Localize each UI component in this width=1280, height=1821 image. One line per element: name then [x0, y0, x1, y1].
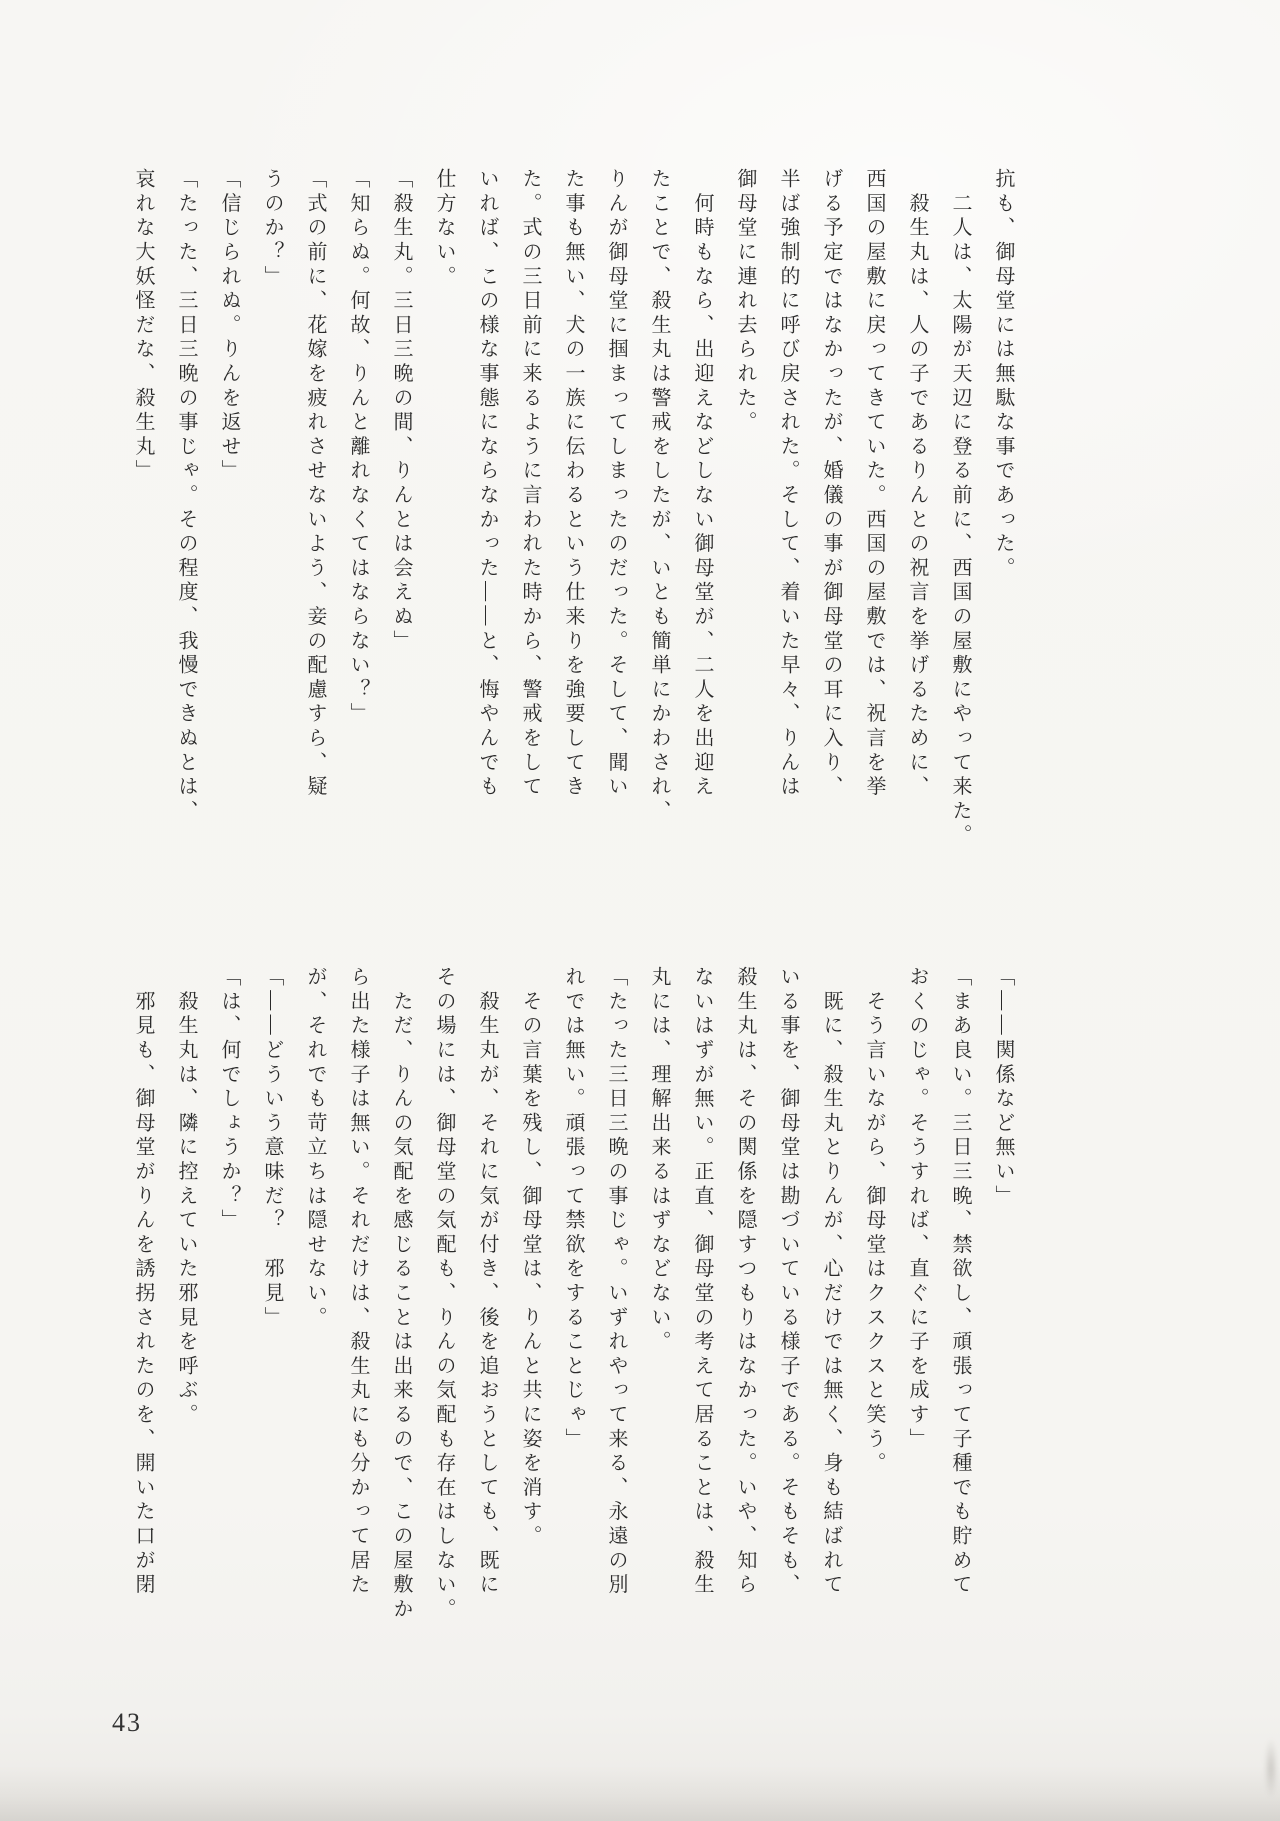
text-column: ないはずが無い。正直、御母堂の考えて居ることは、殺生 — [691, 966, 713, 1598]
text-column: 「知らぬ。何故、りんと離れなくてはならない？」 — [347, 168, 369, 727]
text-column: おくのじゃ。そうすれば、直ぐに子を成す」 — [906, 966, 928, 1452]
text-column: ら出た様子は無い。それだけは、殺生丸にも分かって居た — [347, 966, 369, 1598]
text-column: 「式の前に、花嫁を疲れさせないよう、妾の配慮すら、疑 — [304, 168, 326, 800]
text-column: 「——どういう意味だ？ 邪見」 — [261, 966, 283, 1331]
text-column: 殺生丸は、隣に控えていた邪見を呼ぶ。 — [175, 966, 197, 1428]
text-column: いれば、この様な事態にならなかった——と、悔やんでも — [476, 168, 498, 800]
text-column: 何時もなら、出迎えなどしない御母堂が、二人を出迎え — [691, 168, 713, 800]
text-column: 邪見も、御母堂がりんを誘拐されたのを、開いた口が閉 — [132, 966, 154, 1598]
text-column: 「たった、三日三晩の事じゃ。その程度、我慢できぬとは、 — [175, 168, 197, 825]
text-column: 丸には、理解出来るはずなどない。 — [648, 966, 670, 1355]
scan-edge-smudge — [1262, 1728, 1280, 1808]
scan-shadow-band — [0, 1766, 1280, 1821]
text-column: げる予定ではなかったが、婚儀の事が御母堂の耳に入り、 — [820, 168, 842, 800]
top-text-block — [121, 168, 1024, 874]
text-column: 「は、何でしょうか？」 — [218, 966, 240, 1234]
text-column: 殺生丸は、その関係を隠すつもりはなかった。いや、知ら — [734, 966, 756, 1598]
text-column: その言葉を残し、御母堂は、りんと共に姿を消す。 — [519, 966, 541, 1550]
text-column: 哀れな大妖怪だな、殺生丸」 — [132, 168, 154, 484]
text-column: たことで、殺生丸は警戒をしたが、いとも簡単にかわされ、 — [648, 168, 670, 825]
text-column: その場には、御母堂の気配も、りんの気配も存在はしない。 — [433, 966, 455, 1623]
text-column: 既に、殺生丸とりんが、心だけでは無く、身も結ばれて — [820, 966, 842, 1598]
text-column: 二人は、太陽が天辺に登る前に、西国の屋敷にやって来た。 — [949, 168, 971, 849]
text-column: 殺生丸が、それに気が付き、後を追おうとしても、既に — [476, 966, 498, 1598]
text-column: 半ば強制的に呼び戻された。そして、着いた早々、りんは — [777, 168, 799, 800]
text-column: 「信じられぬ。りんを返せ」 — [218, 168, 240, 484]
text-column: 「——関係など無い」 — [992, 966, 1014, 1209]
bottom-text-block — [121, 966, 1024, 1672]
text-column: いる事を、御母堂は勘づいている様子である。そもそも、 — [777, 966, 799, 1598]
text-column: 西国の屋敷に戻ってきていた。西国の屋敷では、祝言を挙 — [863, 168, 885, 800]
text-column: 殺生丸は、人の子であるりんとの祝言を挙げるために、 — [906, 168, 928, 800]
text-column: 「たった三日三晩の事じゃ。いずれやって来る、永遠の別 — [605, 966, 627, 1598]
page-number: 43 — [112, 1708, 142, 1737]
text-column: そう言いながら、御母堂はクスクスと笑う。 — [863, 966, 885, 1477]
text-column: が、それでも苛立ちは隠せない。 — [304, 966, 326, 1331]
text-column: ただ、りんの気配を感じることは出来るので、この屋敷か — [390, 966, 412, 1623]
text-column: れでは無い。頑張って禁欲をすることじゃ」 — [562, 966, 584, 1452]
text-column: うのか？」 — [261, 168, 283, 290]
text-column: た事も無い、犬の一族に伝わるという仕来りを強要してき — [562, 168, 584, 800]
text-column: た。式の三日前に来るように言われた時から、警戒をして — [519, 168, 541, 800]
text-column: 仕方ない。 — [433, 168, 455, 290]
text-column: 「殺生丸。三日三晩の間、りんとは会えぬ」 — [390, 168, 412, 654]
text-column: 「まあ良い。三日三晩、禁欲し、頑張って子種でも貯めて — [949, 966, 971, 1598]
text-column: りんが御母堂に掴まってしまったのだった。そして、聞い — [605, 168, 627, 800]
text-column: 抗も、御母堂には無駄な事であった。 — [992, 168, 1014, 582]
text-column: 御母堂に連れ去られた。 — [734, 168, 756, 436]
